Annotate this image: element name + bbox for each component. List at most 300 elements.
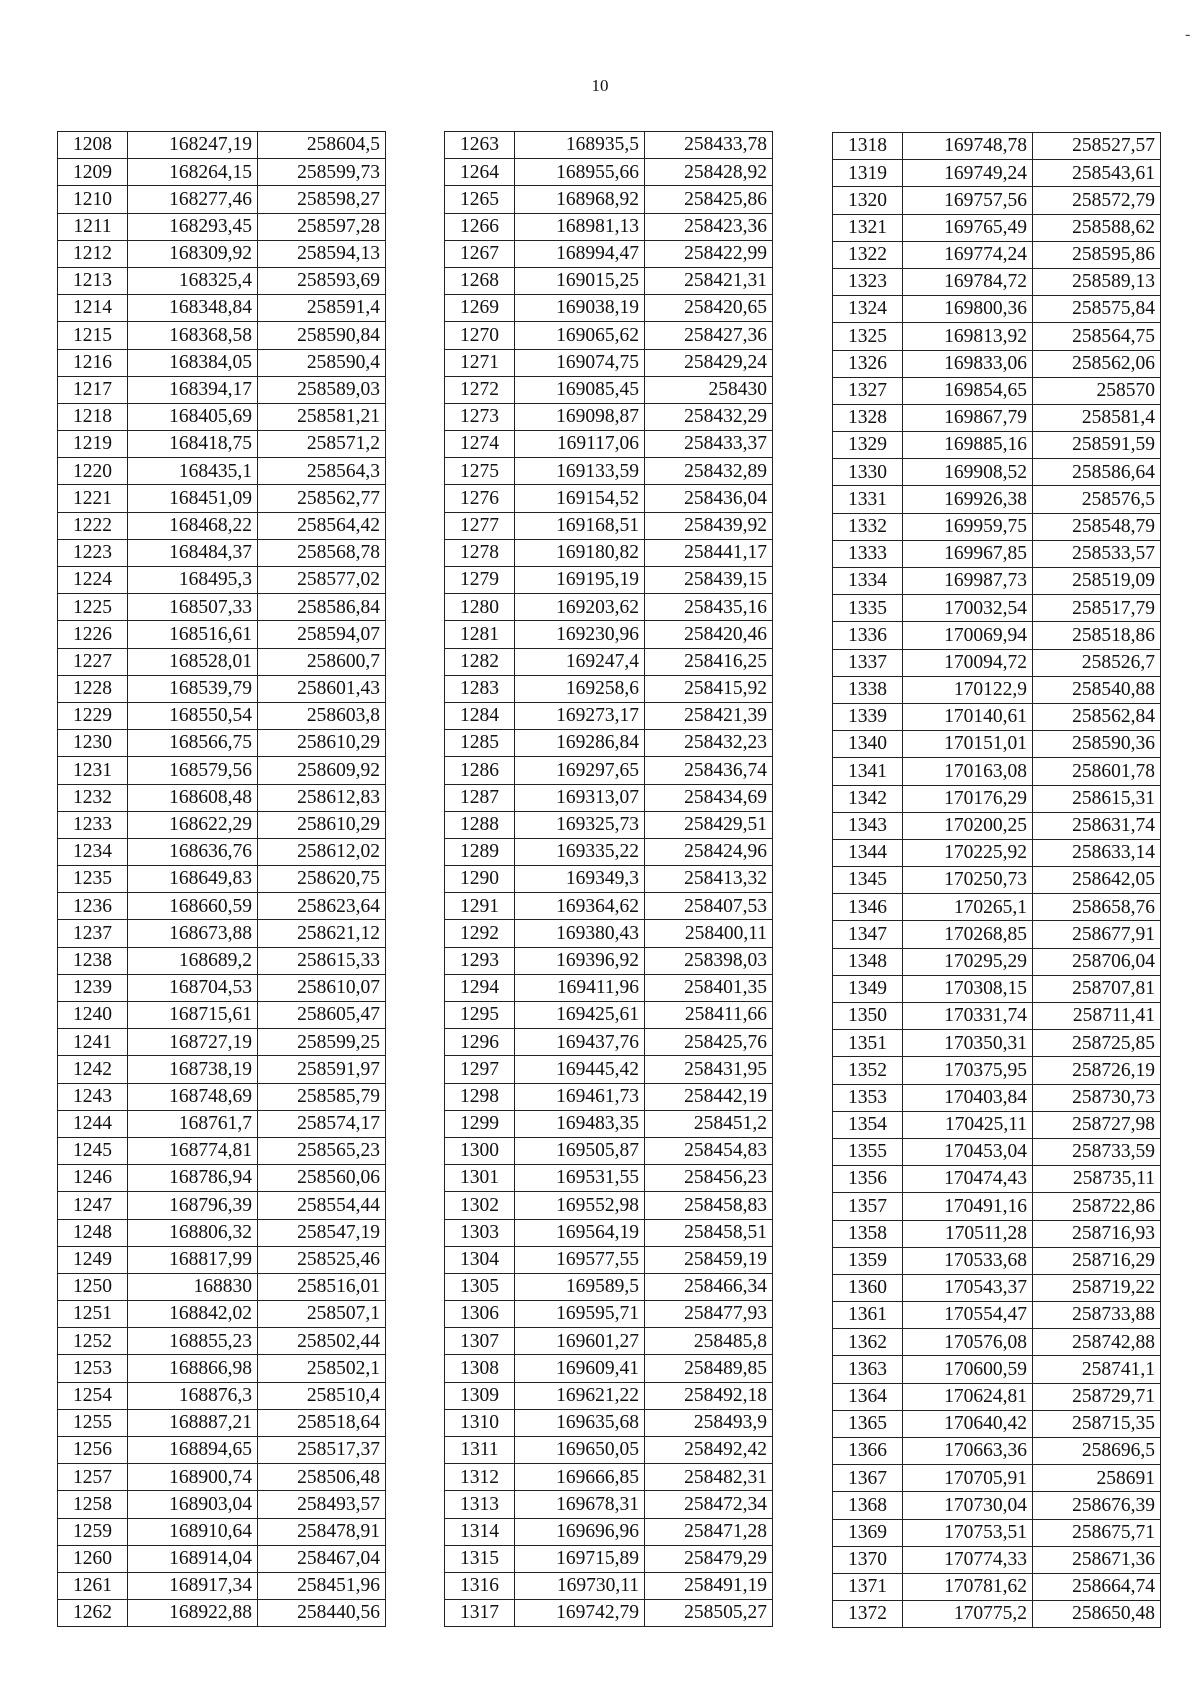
x-coordinate-cell: 168539,79 <box>128 675 258 702</box>
table-row <box>445 1219 773 1246</box>
table-row <box>445 594 773 621</box>
x-coordinate-cell: 169247,4 <box>515 648 645 675</box>
table-row <box>445 675 773 702</box>
y-coordinate-cell: 258554,44 <box>258 1192 386 1219</box>
point-number-cell: 1294 <box>445 974 515 1001</box>
table-row <box>833 1519 1161 1546</box>
table-row <box>445 567 773 594</box>
point-number-cell: 1337 <box>833 649 903 676</box>
y-coordinate-cell: 258413,32 <box>645 866 773 893</box>
table-row <box>445 267 773 294</box>
x-coordinate-cell: 168277,46 <box>128 186 258 213</box>
y-coordinate-cell: 258604,5 <box>258 132 386 159</box>
table-row <box>833 1274 1161 1301</box>
y-coordinate-cell: 258631,74 <box>1033 812 1161 839</box>
table-row <box>833 1492 1161 1519</box>
table-row <box>58 893 386 920</box>
point-number-cell: 1258 <box>58 1491 128 1518</box>
point-number-cell: 1317 <box>445 1600 515 1627</box>
point-number-cell: 1283 <box>445 675 515 702</box>
point-number-cell: 1338 <box>833 676 903 703</box>
y-coordinate-cell: 258729,71 <box>1033 1383 1161 1410</box>
x-coordinate-cell: 169800,36 <box>903 296 1033 323</box>
point-number-cell: 1289 <box>445 838 515 865</box>
x-coordinate-cell: 170225,92 <box>903 839 1033 866</box>
y-coordinate-cell: 258441,17 <box>645 539 773 566</box>
table-row <box>445 838 773 865</box>
y-coordinate-cell: 258422,99 <box>645 240 773 267</box>
y-coordinate-cell: 258493,9 <box>645 1409 773 1436</box>
y-coordinate-cell: 258518,86 <box>1033 622 1161 649</box>
x-coordinate-cell: 169609,41 <box>515 1355 645 1382</box>
table-row <box>445 403 773 430</box>
y-coordinate-cell: 258572,79 <box>1033 187 1161 214</box>
point-number-cell: 1321 <box>833 214 903 241</box>
x-coordinate-cell: 170200,25 <box>903 812 1033 839</box>
x-coordinate-cell: 169908,52 <box>903 459 1033 486</box>
y-coordinate-cell: 258492,42 <box>645 1437 773 1464</box>
y-coordinate-cell: 258421,39 <box>645 702 773 729</box>
x-coordinate-cell: 169784,72 <box>903 268 1033 295</box>
point-number-cell: 1253 <box>58 1355 128 1382</box>
y-coordinate-cell: 258671,36 <box>1033 1546 1161 1573</box>
table-row <box>445 866 773 893</box>
x-coordinate-cell: 170094,72 <box>903 649 1033 676</box>
x-coordinate-cell: 170375,95 <box>903 1057 1033 1084</box>
x-coordinate-cell: 169867,79 <box>903 404 1033 431</box>
y-coordinate-cell: 258485,8 <box>645 1328 773 1355</box>
table-row <box>445 1409 773 1436</box>
x-coordinate-cell: 168264,15 <box>128 159 258 186</box>
x-coordinate-cell: 168748,69 <box>128 1083 258 1110</box>
x-coordinate-cell: 168866,98 <box>128 1355 258 1382</box>
table-row <box>445 240 773 267</box>
y-coordinate-cell: 258459,19 <box>645 1246 773 1273</box>
point-number-cell: 1221 <box>58 485 128 512</box>
table-row <box>58 240 386 267</box>
y-coordinate-cell: 258527,57 <box>1033 133 1161 160</box>
table-row <box>445 1328 773 1355</box>
table-row <box>833 459 1161 486</box>
table-row <box>833 948 1161 975</box>
table-row <box>833 1356 1161 1383</box>
point-number-cell: 1303 <box>445 1219 515 1246</box>
point-number-cell: 1211 <box>58 213 128 240</box>
table-row <box>58 485 386 512</box>
y-coordinate-cell: 258425,76 <box>645 1029 773 1056</box>
x-coordinate-cell: 169258,6 <box>515 675 645 702</box>
point-number-cell: 1332 <box>833 513 903 540</box>
point-number-cell: 1306 <box>445 1301 515 1328</box>
y-coordinate-cell: 258615,31 <box>1033 785 1161 812</box>
y-coordinate-cell: 258454,83 <box>645 1137 773 1164</box>
point-number-cell: 1227 <box>58 648 128 675</box>
x-coordinate-cell: 169098,87 <box>515 403 645 430</box>
table-row <box>833 731 1161 758</box>
point-number-cell: 1246 <box>58 1165 128 1192</box>
y-coordinate-cell: 258506,48 <box>258 1464 386 1491</box>
x-coordinate-cell: 168673,88 <box>128 920 258 947</box>
x-coordinate-cell: 168817,99 <box>128 1246 258 1273</box>
point-number-cell: 1229 <box>58 702 128 729</box>
point-number-cell: 1243 <box>58 1083 128 1110</box>
y-coordinate-cell: 258706,04 <box>1033 948 1161 975</box>
x-coordinate-cell: 170705,91 <box>903 1465 1033 1492</box>
x-coordinate-cell: 168649,83 <box>128 866 258 893</box>
point-number-cell: 1366 <box>833 1438 903 1465</box>
table-row <box>58 757 386 784</box>
y-coordinate-cell: 258428,92 <box>645 159 773 186</box>
point-number-cell: 1269 <box>445 295 515 322</box>
table-row <box>445 132 773 159</box>
y-coordinate-cell: 258575,84 <box>1033 296 1161 323</box>
point-number-cell: 1307 <box>445 1328 515 1355</box>
table-row <box>833 1573 1161 1600</box>
y-coordinate-cell: 258571,2 <box>258 431 386 458</box>
y-coordinate-cell: 258505,27 <box>645 1600 773 1627</box>
table-row <box>445 730 773 757</box>
table-row <box>58 512 386 539</box>
point-number-cell: 1315 <box>445 1545 515 1572</box>
x-coordinate-cell: 168914,04 <box>128 1545 258 1572</box>
y-coordinate-cell: 258547,19 <box>258 1219 386 1246</box>
y-coordinate-cell: 258715,35 <box>1033 1410 1161 1437</box>
point-number-cell: 1365 <box>833 1410 903 1437</box>
x-coordinate-cell: 170425,11 <box>903 1111 1033 1138</box>
table-row <box>445 784 773 811</box>
y-coordinate-cell: 258517,79 <box>1033 595 1161 622</box>
x-coordinate-cell: 168516,61 <box>128 621 258 648</box>
table-row <box>833 432 1161 459</box>
y-coordinate-cell: 258436,74 <box>645 757 773 784</box>
x-coordinate-cell: 168468,22 <box>128 512 258 539</box>
x-coordinate-cell: 169774,24 <box>903 241 1033 268</box>
point-number-cell: 1224 <box>58 567 128 594</box>
y-coordinate-cell: 258586,84 <box>258 594 386 621</box>
point-number-cell: 1212 <box>58 240 128 267</box>
y-coordinate-cell: 258560,06 <box>258 1165 386 1192</box>
point-number-cell: 1348 <box>833 948 903 975</box>
table-row <box>58 186 386 213</box>
x-coordinate-cell: 168636,76 <box>128 838 258 865</box>
x-coordinate-cell: 169505,87 <box>515 1137 645 1164</box>
x-coordinate-cell: 169577,55 <box>515 1246 645 1273</box>
y-coordinate-cell: 258510,4 <box>258 1382 386 1409</box>
y-coordinate-cell: 258507,1 <box>258 1301 386 1328</box>
y-coordinate-cell: 258591,4 <box>258 295 386 322</box>
point-number-cell: 1278 <box>445 539 515 566</box>
table-row <box>58 1056 386 1083</box>
table-row <box>833 404 1161 431</box>
y-coordinate-cell: 258603,8 <box>258 702 386 729</box>
point-number-cell: 1284 <box>445 702 515 729</box>
x-coordinate-cell: 170308,15 <box>903 975 1033 1002</box>
table-row <box>833 894 1161 921</box>
point-number-cell: 1343 <box>833 812 903 839</box>
x-coordinate-cell: 170268,85 <box>903 921 1033 948</box>
x-coordinate-cell: 169445,42 <box>515 1056 645 1083</box>
table-row <box>445 893 773 920</box>
point-number-cell: 1259 <box>58 1518 128 1545</box>
corner-mark: - <box>1185 26 1191 43</box>
point-number-cell: 1292 <box>445 920 515 947</box>
point-number-cell: 1296 <box>445 1029 515 1056</box>
table-row <box>833 812 1161 839</box>
point-number-cell: 1265 <box>445 186 515 213</box>
point-number-cell: 1214 <box>58 295 128 322</box>
y-coordinate-cell: 258436,04 <box>645 485 773 512</box>
y-coordinate-cell: 258598,27 <box>258 186 386 213</box>
x-coordinate-cell: 170250,73 <box>903 867 1033 894</box>
point-number-cell: 1339 <box>833 703 903 730</box>
point-number-cell: 1236 <box>58 893 128 920</box>
y-coordinate-cell: 258735,11 <box>1033 1166 1161 1193</box>
x-coordinate-cell: 170176,29 <box>903 785 1033 812</box>
y-coordinate-cell: 258599,73 <box>258 159 386 186</box>
table-row <box>58 1328 386 1355</box>
point-number-cell: 1244 <box>58 1110 128 1137</box>
y-coordinate-cell: 258610,07 <box>258 974 386 1001</box>
y-coordinate-cell: 258601,78 <box>1033 758 1161 785</box>
coordinate-table-1 <box>57 131 386 1627</box>
table-row <box>833 1601 1161 1628</box>
x-coordinate-cell: 169926,38 <box>903 486 1033 513</box>
point-number-cell: 1333 <box>833 540 903 567</box>
y-coordinate-cell: 258591,59 <box>1033 432 1161 459</box>
x-coordinate-cell: 168418,75 <box>128 431 258 458</box>
table-row <box>58 403 386 430</box>
y-coordinate-cell: 258540,88 <box>1033 676 1161 703</box>
table-row <box>833 975 1161 1002</box>
point-number-cell: 1281 <box>445 621 515 648</box>
table-row <box>445 947 773 974</box>
x-coordinate-cell: 168247,19 <box>128 132 258 159</box>
table-row <box>833 214 1161 241</box>
x-coordinate-cell: 169396,92 <box>515 947 645 974</box>
y-coordinate-cell: 258458,83 <box>645 1192 773 1219</box>
table-row <box>58 1083 386 1110</box>
point-number-cell: 1238 <box>58 947 128 974</box>
y-coordinate-cell: 258442,19 <box>645 1083 773 1110</box>
table-row <box>445 322 773 349</box>
point-number-cell: 1344 <box>833 839 903 866</box>
point-number-cell: 1330 <box>833 459 903 486</box>
point-number-cell: 1314 <box>445 1518 515 1545</box>
table-row <box>833 676 1161 703</box>
y-coordinate-cell: 258562,06 <box>1033 350 1161 377</box>
table-row <box>833 133 1161 160</box>
table-row <box>58 1165 386 1192</box>
y-coordinate-cell: 258492,18 <box>645 1382 773 1409</box>
y-coordinate-cell: 258451,96 <box>258 1572 386 1599</box>
x-coordinate-cell: 169461,73 <box>515 1083 645 1110</box>
table-row <box>445 1600 773 1627</box>
point-number-cell: 1287 <box>445 784 515 811</box>
table-body <box>445 132 773 1627</box>
point-number-cell: 1262 <box>58 1600 128 1627</box>
y-coordinate-cell: 258612,83 <box>258 784 386 811</box>
y-coordinate-cell: 258429,51 <box>645 811 773 838</box>
x-coordinate-cell: 169531,55 <box>515 1165 645 1192</box>
x-coordinate-cell: 168579,56 <box>128 757 258 784</box>
table-row <box>833 1057 1161 1084</box>
table-row <box>58 1137 386 1164</box>
table-row <box>833 350 1161 377</box>
y-coordinate-cell: 258432,89 <box>645 458 773 485</box>
x-coordinate-cell: 169885,16 <box>903 432 1033 459</box>
table-row <box>58 431 386 458</box>
x-coordinate-cell: 170403,84 <box>903 1084 1033 1111</box>
point-number-cell: 1304 <box>445 1246 515 1273</box>
x-coordinate-cell: 168622,29 <box>128 811 258 838</box>
table-row <box>58 974 386 1001</box>
y-coordinate-cell: 258577,02 <box>258 567 386 594</box>
x-coordinate-cell: 169313,07 <box>515 784 645 811</box>
x-coordinate-cell: 168876,3 <box>128 1382 258 1409</box>
x-coordinate-cell: 168761,7 <box>128 1110 258 1137</box>
y-coordinate-cell: 258425,86 <box>645 186 773 213</box>
table-row <box>445 213 773 240</box>
table-row <box>445 431 773 458</box>
y-coordinate-cell: 258691 <box>1033 1465 1161 1492</box>
point-number-cell: 1231 <box>58 757 128 784</box>
point-number-cell: 1334 <box>833 568 903 595</box>
point-number-cell: 1225 <box>58 594 128 621</box>
point-number-cell: 1298 <box>445 1083 515 1110</box>
point-number-cell: 1336 <box>833 622 903 649</box>
point-number-cell: 1270 <box>445 322 515 349</box>
table-row <box>445 1246 773 1273</box>
x-coordinate-cell: 168738,19 <box>128 1056 258 1083</box>
table-row <box>445 186 773 213</box>
point-number-cell: 1323 <box>833 268 903 295</box>
point-number-cell: 1316 <box>445 1572 515 1599</box>
x-coordinate-cell: 168830 <box>128 1273 258 1300</box>
table-row <box>58 811 386 838</box>
x-coordinate-cell: 169168,51 <box>515 512 645 539</box>
x-coordinate-cell: 169154,52 <box>515 485 645 512</box>
table-row <box>58 1002 386 1029</box>
y-coordinate-cell: 258562,77 <box>258 485 386 512</box>
y-coordinate-cell: 258518,64 <box>258 1409 386 1436</box>
y-coordinate-cell: 258650,48 <box>1033 1601 1161 1628</box>
x-coordinate-cell: 170543,37 <box>903 1274 1033 1301</box>
table-row <box>445 621 773 648</box>
table-row <box>445 1002 773 1029</box>
point-number-cell: 1242 <box>58 1056 128 1083</box>
point-number-cell: 1297 <box>445 1056 515 1083</box>
x-coordinate-cell: 168910,64 <box>128 1518 258 1545</box>
y-coordinate-cell: 258601,43 <box>258 675 386 702</box>
point-number-cell: 1363 <box>833 1356 903 1383</box>
x-coordinate-cell: 168887,21 <box>128 1409 258 1436</box>
point-number-cell: 1305 <box>445 1273 515 1300</box>
coordinate-table-3 <box>832 132 1161 1628</box>
y-coordinate-cell: 258525,46 <box>258 1246 386 1273</box>
x-coordinate-cell: 169730,11 <box>515 1572 645 1599</box>
table-row <box>833 622 1161 649</box>
point-number-cell: 1350 <box>833 1003 903 1030</box>
y-coordinate-cell: 258664,74 <box>1033 1573 1161 1600</box>
point-number-cell: 1360 <box>833 1274 903 1301</box>
table-body <box>833 133 1161 1628</box>
table-row <box>833 1111 1161 1138</box>
table-row <box>58 1110 386 1137</box>
table-row <box>58 1192 386 1219</box>
y-coordinate-cell: 258676,39 <box>1033 1492 1161 1519</box>
x-coordinate-cell: 168786,94 <box>128 1165 258 1192</box>
y-coordinate-cell: 258581,4 <box>1033 404 1161 431</box>
x-coordinate-cell: 168384,05 <box>128 349 258 376</box>
y-coordinate-cell: 258696,5 <box>1033 1438 1161 1465</box>
y-coordinate-cell: 258642,05 <box>1033 867 1161 894</box>
point-number-cell: 1347 <box>833 921 903 948</box>
y-coordinate-cell: 258633,14 <box>1033 839 1161 866</box>
y-coordinate-cell: 258526,7 <box>1033 649 1161 676</box>
x-coordinate-cell: 169411,96 <box>515 974 645 1001</box>
table-row <box>445 1192 773 1219</box>
x-coordinate-cell: 168495,3 <box>128 567 258 594</box>
table-row <box>833 649 1161 676</box>
y-coordinate-cell: 258581,21 <box>258 403 386 430</box>
table-row <box>833 1220 1161 1247</box>
point-number-cell: 1232 <box>58 784 128 811</box>
table-row <box>58 702 386 729</box>
y-coordinate-cell: 258590,84 <box>258 322 386 349</box>
table-row <box>445 757 773 784</box>
table-row <box>833 268 1161 295</box>
point-number-cell: 1346 <box>833 894 903 921</box>
y-coordinate-cell: 258620,75 <box>258 866 386 893</box>
x-coordinate-cell: 169364,62 <box>515 893 645 920</box>
x-coordinate-cell: 168325,4 <box>128 267 258 294</box>
y-coordinate-cell: 258478,91 <box>258 1518 386 1545</box>
table-row <box>445 648 773 675</box>
y-coordinate-cell: 258725,85 <box>1033 1030 1161 1057</box>
x-coordinate-cell: 169483,35 <box>515 1110 645 1137</box>
point-number-cell: 1210 <box>58 186 128 213</box>
y-coordinate-cell: 258562,84 <box>1033 703 1161 730</box>
point-number-cell: 1280 <box>445 594 515 621</box>
y-coordinate-cell: 258423,36 <box>645 213 773 240</box>
x-coordinate-cell: 168451,09 <box>128 485 258 512</box>
point-number-cell: 1372 <box>833 1601 903 1628</box>
x-coordinate-cell: 169133,59 <box>515 458 645 485</box>
x-coordinate-cell: 169666,85 <box>515 1464 645 1491</box>
x-coordinate-cell: 169715,89 <box>515 1545 645 1572</box>
x-coordinate-cell: 169967,85 <box>903 540 1033 567</box>
x-coordinate-cell: 169015,25 <box>515 267 645 294</box>
y-coordinate-cell: 258722,86 <box>1033 1193 1161 1220</box>
point-number-cell: 1252 <box>58 1328 128 1355</box>
x-coordinate-cell: 170624,81 <box>903 1383 1033 1410</box>
y-coordinate-cell: 258517,37 <box>258 1437 386 1464</box>
y-coordinate-cell: 258564,75 <box>1033 323 1161 350</box>
x-coordinate-cell: 169650,05 <box>515 1437 645 1464</box>
x-coordinate-cell: 169696,96 <box>515 1518 645 1545</box>
y-coordinate-cell: 258439,15 <box>645 567 773 594</box>
table-row <box>445 1083 773 1110</box>
point-number-cell: 1368 <box>833 1492 903 1519</box>
x-coordinate-cell: 169813,92 <box>903 323 1033 350</box>
y-coordinate-cell: 258420,65 <box>645 295 773 322</box>
point-number-cell: 1228 <box>58 675 128 702</box>
y-coordinate-cell: 258548,79 <box>1033 513 1161 540</box>
y-coordinate-cell: 258658,76 <box>1033 894 1161 921</box>
y-coordinate-cell: 258543,61 <box>1033 160 1161 187</box>
x-coordinate-cell: 168566,75 <box>128 730 258 757</box>
x-coordinate-cell: 169038,19 <box>515 295 645 322</box>
